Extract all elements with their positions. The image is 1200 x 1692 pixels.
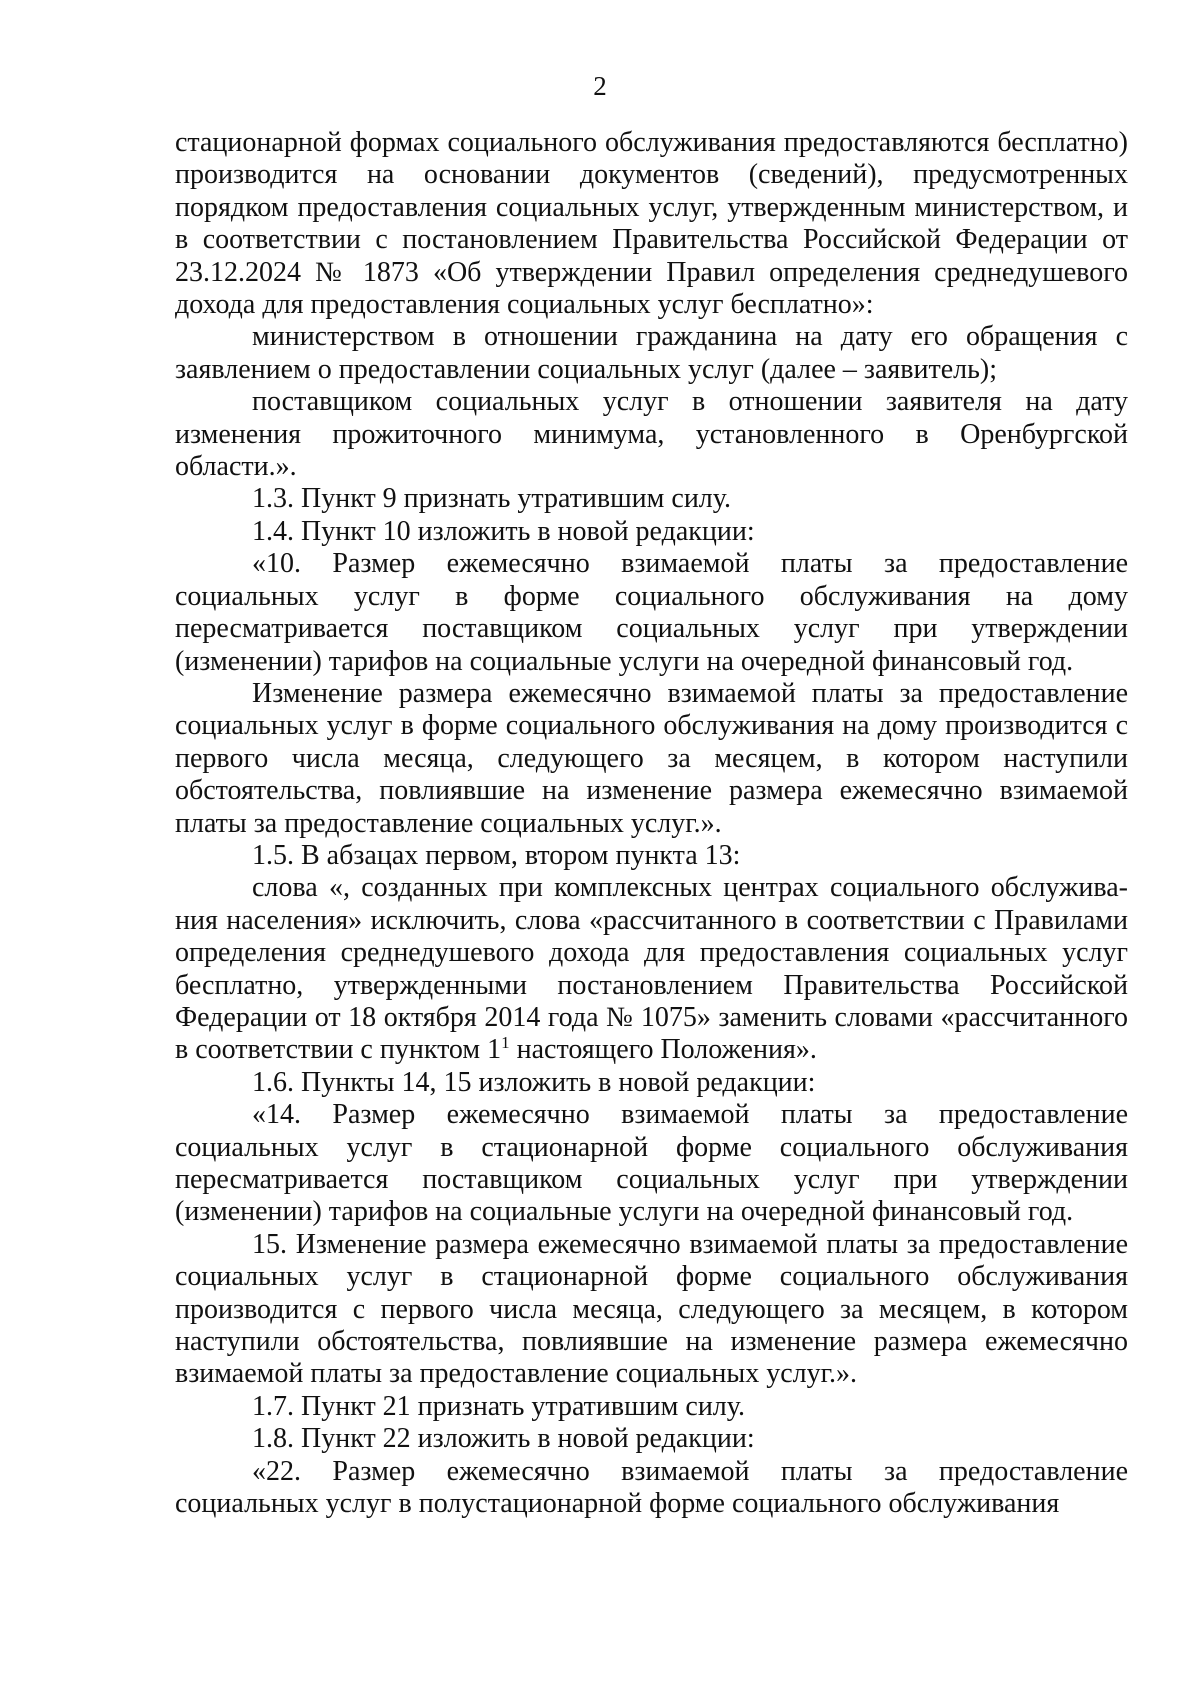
paragraph-item-1-4: 1.4. Пункт 10 изложить в новой редакции:	[252, 515, 755, 547]
paragraph-item-1-3: 1.3. Пункт 9 признать утратившим силу.	[252, 483, 731, 515]
paragraph-item-1-5: 1.5. В абзацах первом, втором пункта 13:	[252, 839, 741, 871]
paragraph-provider: поставщиком социальных услуг в отношении заявителя на дату изменения прожиточного минимума, установленного в Оренбургской области.».	[175, 386, 1128, 483]
paragraph-words-replacement	[175, 872, 1128, 1066]
paragraph-point-15: 15. Изменение размера ежемесячно взимаемой платы за предоставление социальных услуг в стационарной форме социального обслуживания производится с первого числа месяца, следующего за месяцем, в котором наступили обстоятельства, повлиявшие на изменение размера ежемесячно взимаемой платы за предоставление социальных услуг.».	[175, 1228, 1128, 1390]
words-replacement-text: слова «, созданных при комплексных центрах социального обслуживания населения» исключить, слова «рассчитанного в соответствии с Правилами определения среднедушевого дохода для предоставления социальных услуг бесплатно, утвержденными постановлением Правительства Российской Федерации от 18 октября 2014 года № 1075» заменить словами «рассчитанного в соответствии с пунктом 1	[175, 872, 1128, 1066]
paragraph-ministry: министерством в отношении гражданина на дату его обращения с заявлением о предоставлении социальных услуг (далее – заявитель);	[175, 321, 1128, 385]
paragraph-point-10: «10. Размер ежемесячно взимаемой платы за предоставление социальных услуг в форме социального обслуживания на дому пересматривается поставщиком социальных услуг при утверждении (изменении) тарифов на социальные услуги на очередной финансовый год.	[175, 548, 1128, 677]
document-body	[175, 127, 1128, 1520]
page-number: 2	[593, 71, 607, 101]
paragraph-point-14: «14. Размер ежемесячно взимаемой платы за предоставление социальных услуг в стационарной форме социального обслуживания пересматривается поставщиком социальных услуг при утверждении (изменении) тарифов на социальные услуги на очередной финансовый год.	[175, 1099, 1128, 1228]
paragraph-item-1-7: 1.7. Пункт 21 признать утратившим силу.	[252, 1390, 745, 1422]
superscript-mark: 1	[501, 1033, 510, 1053]
paragraph-point-22: «22. Размер ежемесячно взимаемой платы за предоставление социальных услуг в полустационарной форме социального обслуживания	[175, 1455, 1128, 1520]
words-replacement-tail: настоящего Положения».	[509, 1034, 817, 1066]
paragraph-continuation: стационарной формах социального обслуживания предоставляются бесплатно) производится на основании документов (сведений), предусмотренных порядком предоставления социальных услуг, утвержденным министерством, и в соответствии с постановлением Правительства Российской Федерации от 23.12.2024 № 1873 «Об утверждении Правил определения среднедушевого дохода для предоставления социальных услуг бесплатно»:	[175, 127, 1128, 321]
paragraph-item-1-6: 1.6. Пункты 14, 15 изложить в новой редакции:	[252, 1066, 816, 1098]
paragraph-item-1-8: 1.8. Пункт 22 изложить в новой редакции:	[252, 1423, 755, 1455]
paragraph-point-10-change: Изменение размера ежемесячно взимаемой платы за предоставление социальных услуг в форме социального обслуживания на дому производится с первого числа месяца, следующего за месяцем, в котором наступили обстоятельства, повлиявшие на изменение размера ежемесячно взимаемой платы за предоставление социальных услуг.».	[175, 677, 1128, 839]
